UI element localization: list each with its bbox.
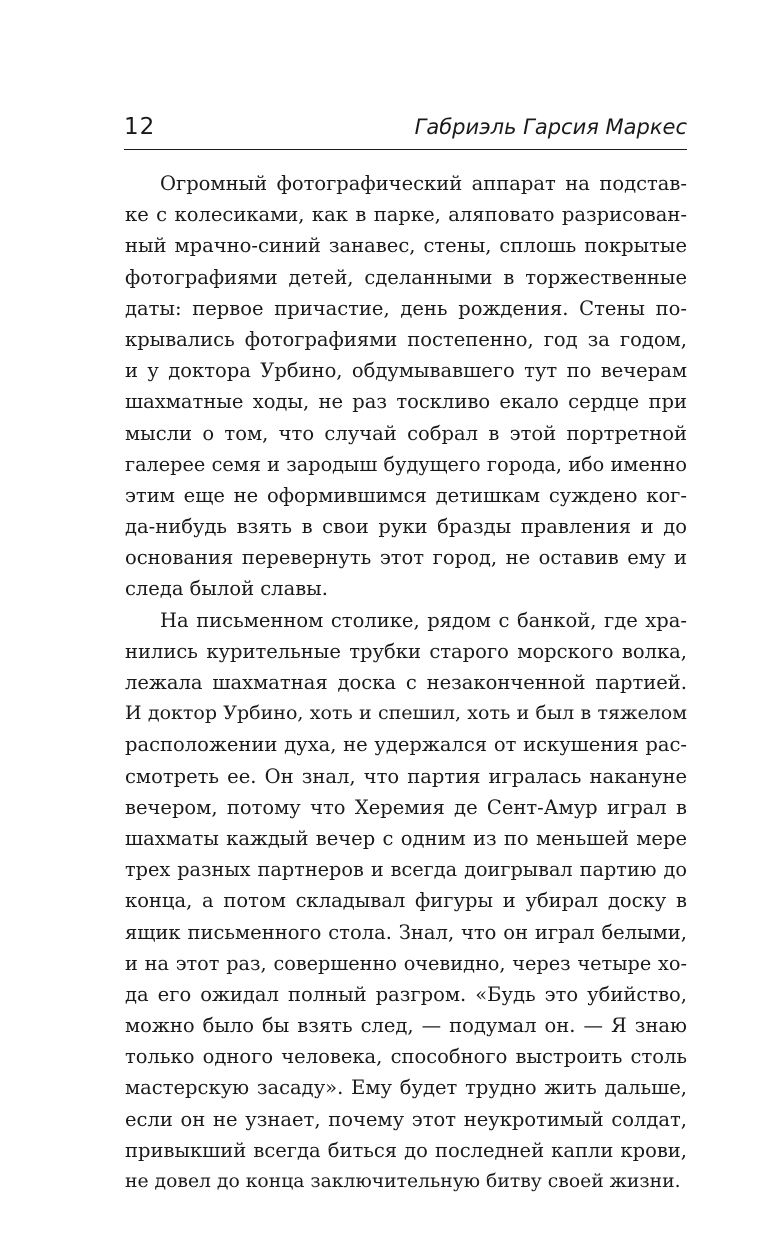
text-line: можно было бы взять след, — подумал он. — Я знаю (125, 1014, 687, 1038)
text-line: И доктор Урбино, хоть и спешил, хоть и был в тяжелом (125, 702, 687, 725)
text-line: лежала шахматная доска с незаконченной партией. (125, 671, 687, 694)
text-line: следа былой славы. (125, 577, 328, 601)
text-line: да его ожидал полный разгром. «Будь это убийство, (125, 982, 687, 1006)
text-line: расположении духа, не удержался от искушения рас- (125, 733, 687, 757)
text-line: шахматные ходы, не раз тоскливо екало сердце при (125, 390, 687, 414)
page-header (124, 109, 687, 150)
text-line: крывались фотографиями постепенно, год за годом, (125, 327, 687, 351)
text-line: ке с колесиками, как в парке, аляповато разрисован- (125, 203, 687, 227)
text-line: трех разных партнеров и всегда доигрывал партию до (125, 858, 687, 882)
text-line: мастерскую засаду». Ему будет трудно жить дальше, (125, 1076, 687, 1100)
text-line: этим еще не оформившимся детишкам суждено ког- (125, 483, 687, 507)
text-line: конца, а потом складывал фигуры и убирал доску в (125, 889, 687, 913)
body-text (125, 168, 687, 1197)
text-line: основания перевернуть этот город, не оставив ему и (125, 546, 687, 570)
paragraph-2 (125, 605, 687, 1198)
text-line: только одного человека, способного выстроить столь (125, 1045, 687, 1069)
text-line: Огромный фотографический аппарат на подстав- (160, 172, 687, 195)
text-line: если он не узнает, почему этот неукротимый солдат, (125, 1107, 687, 1131)
page-number: 12 (124, 114, 156, 140)
text-line: не довел до конца заключительную битву своей жизни. (125, 1171, 681, 1192)
text-line: На письменном столике, рядом с банкой, где хра- (160, 608, 687, 632)
paragraph-1 (125, 168, 687, 605)
text-line: мысли о том, что случай собрал в этой портретной (125, 421, 687, 445)
text-line: шахматы каждый вечер с одним из по меньшей мере (125, 826, 687, 850)
text-line: ный мрачно-синий занавес, стены, сплошь покрытые (125, 234, 687, 258)
text-line: привыкший всегда биться до последней капли крови, (125, 1138, 687, 1162)
text-line: фотографиями детей, сделанными в торжественные (125, 265, 687, 289)
text-line: галерее семя и зародыш будущего города, ибо именно (125, 452, 687, 476)
text-line: и у доктора Урбино, обдумывавшего тут по вечерам (125, 359, 687, 383)
text-line: смотреть ее. Он знал, что партия игралась накануне (125, 764, 687, 788)
text-line: ящик письменного стола. Знал, что он играл белыми, (125, 920, 687, 944)
text-line: и на этот раз, совершенно очевидно, через четыре хо- (125, 951, 687, 975)
text-line: да-нибудь взять в свои руки бразды правления и до (125, 515, 687, 539)
running-head-author: Габриэль Гарсия Маркес (414, 115, 687, 139)
text-line: вечером, потому что Херемия де Сент-Амур играл в (125, 795, 687, 819)
text-line: нились курительные трубки старого морского волка, (125, 639, 687, 663)
text-line: даты: первое причастие, день рождения. Стены по- (125, 296, 687, 320)
